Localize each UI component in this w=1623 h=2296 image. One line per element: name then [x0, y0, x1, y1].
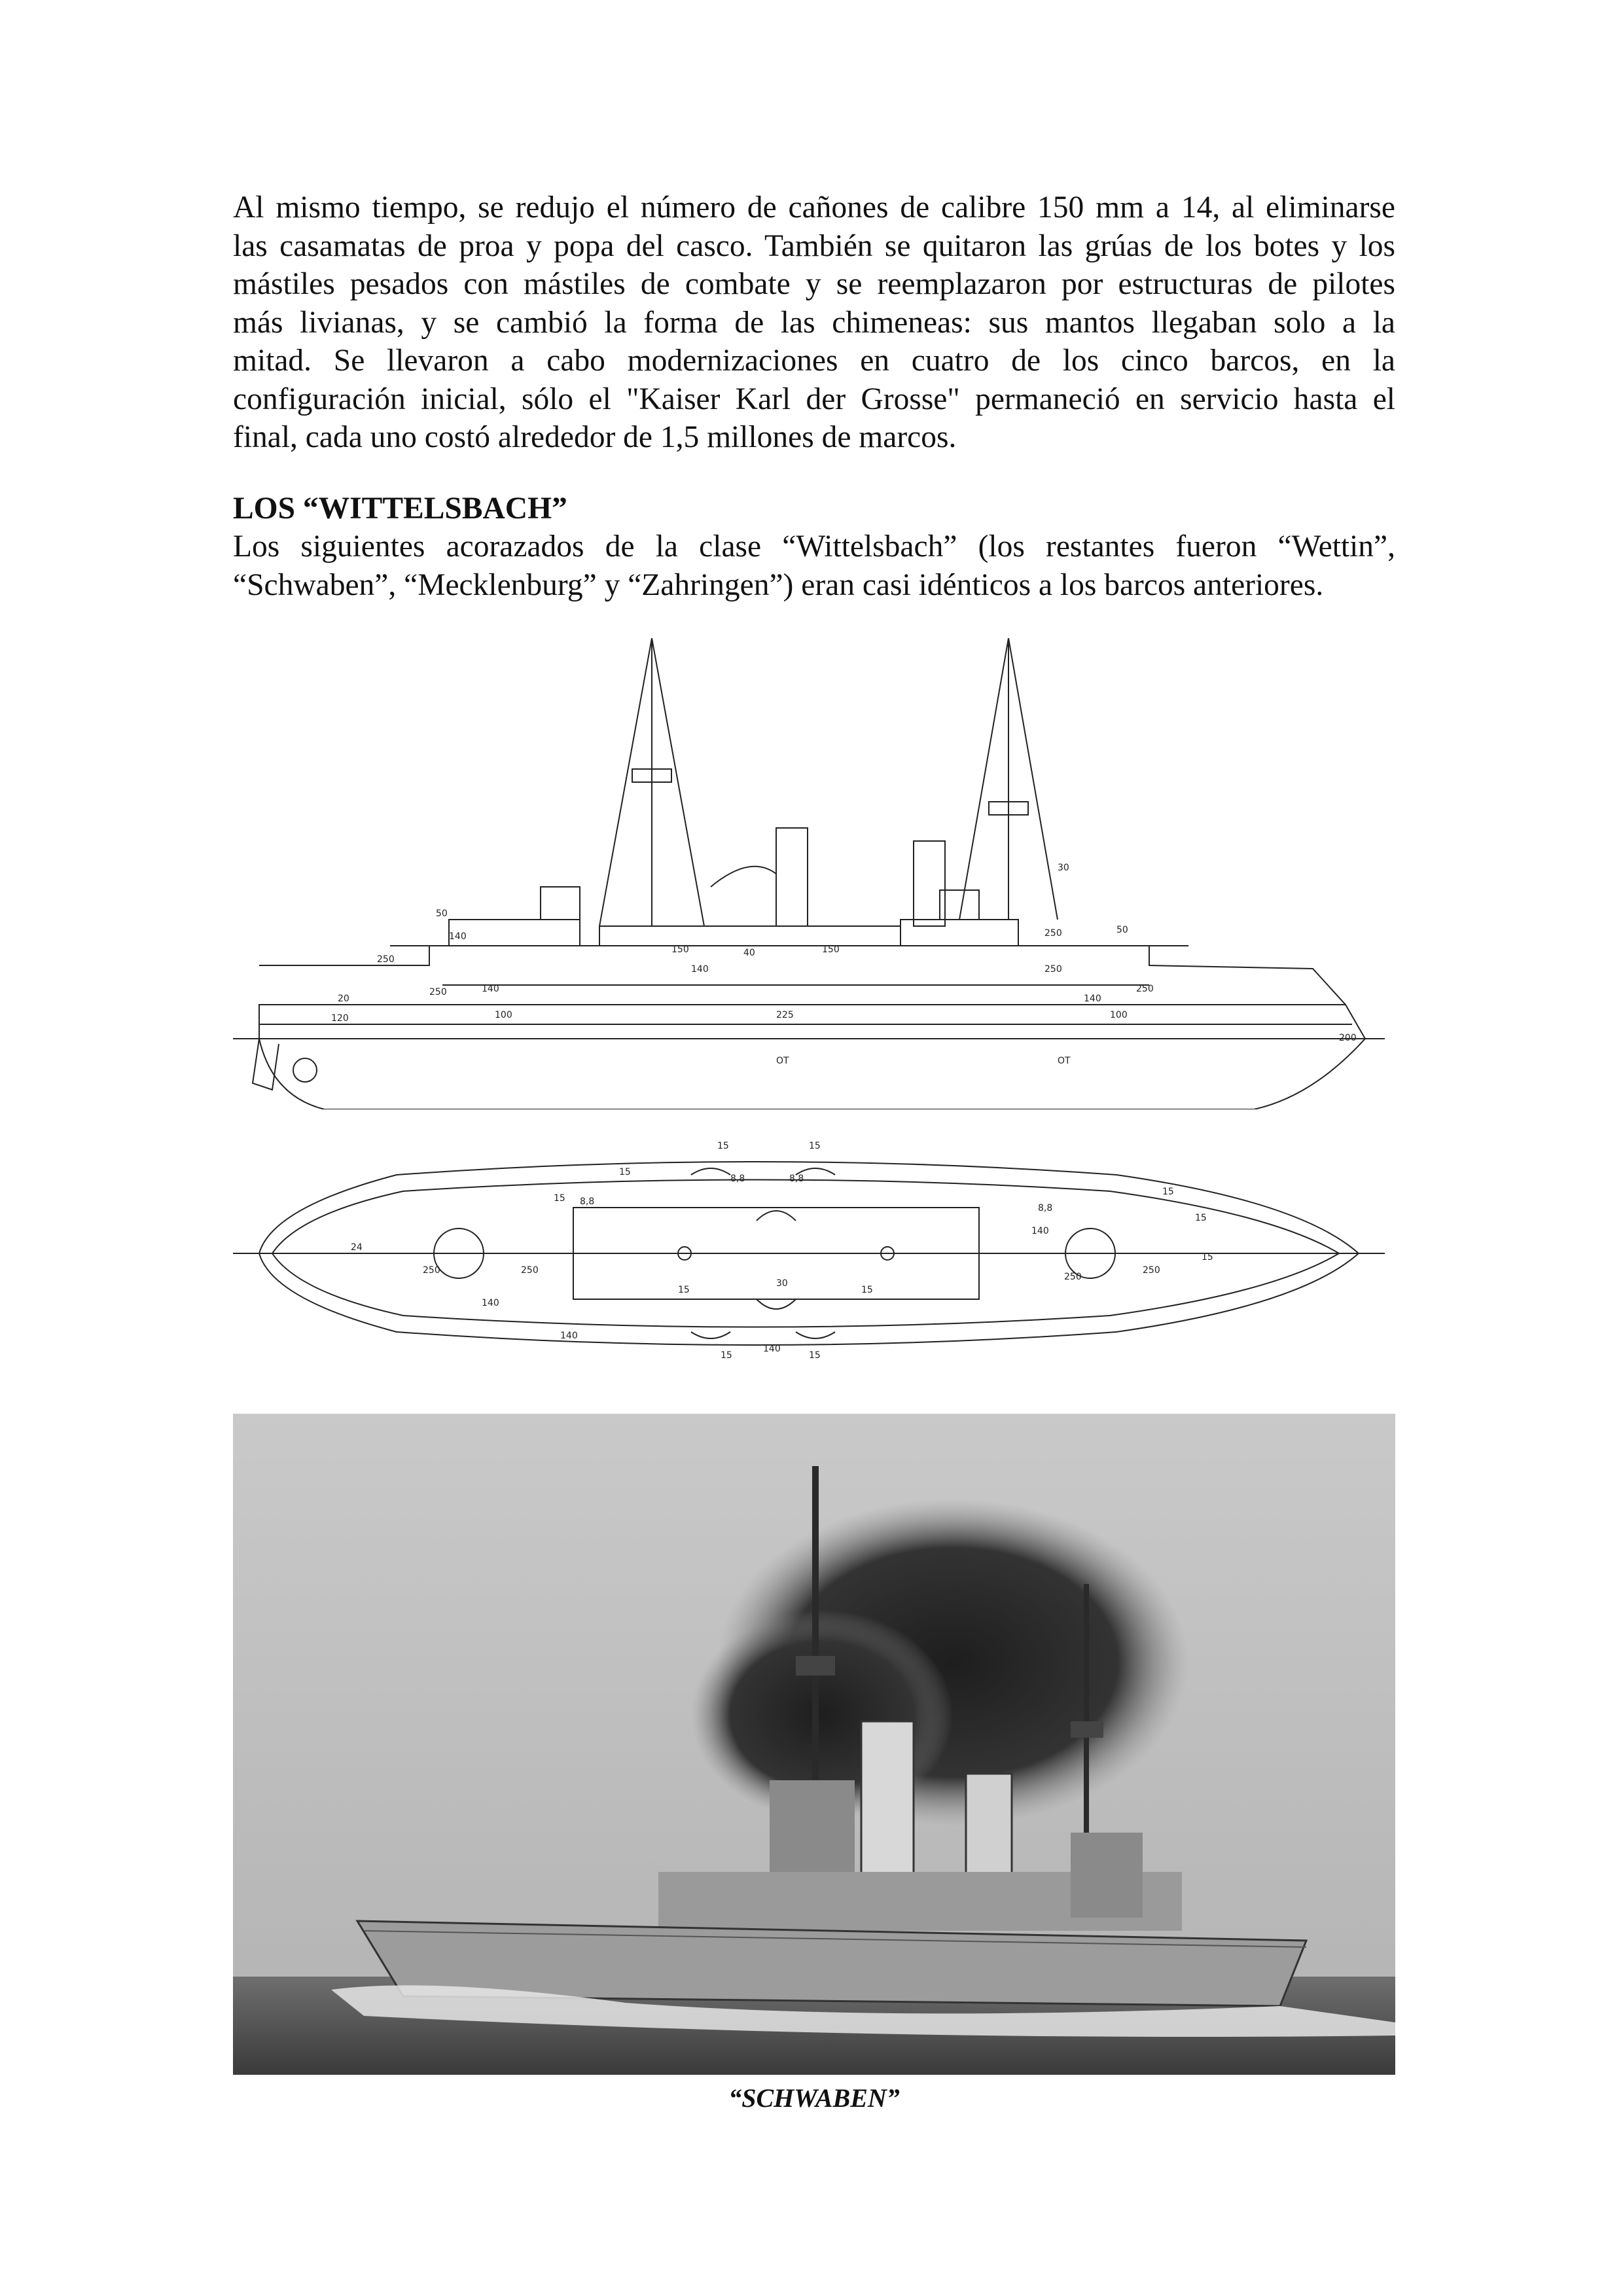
- dim-label: 15: [678, 1285, 690, 1295]
- dim-label: 40: [743, 948, 755, 958]
- text-line: Los siguientes acorazados de la clase “Wittelsbach” (los restantes fueron “Wettin”,: [233, 529, 1395, 564]
- dim-label: 15: [721, 1350, 732, 1361]
- dim-label: 250: [1143, 1265, 1160, 1276]
- dim-label: 250: [1044, 928, 1062, 939]
- dim-label: 30: [776, 1278, 788, 1289]
- dim-label: 24: [351, 1242, 363, 1253]
- dim-label: 15: [1202, 1252, 1213, 1263]
- text-line: final, cada uno costó alrededor de 1,5 millones de marcos.: [233, 420, 957, 454]
- dim-label: 140: [763, 1344, 781, 1354]
- dim-label: 150: [822, 944, 840, 955]
- dim-label: 15: [1162, 1187, 1174, 1197]
- paragraph-wittelsbach: [233, 528, 1395, 604]
- dim-label: 15: [717, 1141, 729, 1151]
- dim-label: 8,8: [1038, 1203, 1053, 1213]
- dim-label: 8,8: [730, 1174, 745, 1184]
- dim-label: 140: [1031, 1226, 1049, 1236]
- dim-label: 200: [1339, 1033, 1357, 1043]
- photo-caption: “SCHWABEN”: [728, 2083, 900, 2113]
- dim-label: 150: [671, 944, 689, 955]
- dim-label: 15: [1195, 1213, 1207, 1223]
- text-line: mástiles pesados con mástiles de combate y se reemplazaron por estructuras de pilotes: [233, 267, 1395, 301]
- text-line: configuración inicial, sólo el "Kaiser Karl der Grosse" permaneció en servicio hasta el: [233, 382, 1395, 416]
- dim-label: OT: [776, 1056, 789, 1066]
- dim-label: 120: [331, 1013, 349, 1024]
- ship-profile-drawing: [233, 638, 1385, 1109]
- dim-label: 250: [521, 1265, 539, 1276]
- dim-label: 250: [1136, 984, 1154, 994]
- dim-label: 15: [809, 1350, 821, 1361]
- dim-label: 250: [1044, 964, 1062, 975]
- dim-label: 8,8: [580, 1196, 595, 1207]
- dim-label: 250: [429, 987, 447, 997]
- dim-label: 50: [1116, 925, 1128, 935]
- dim-label: 250: [1064, 1272, 1082, 1282]
- text-line: mitad. Se llevaron a cabo modernizaciones en cuatro de los cinco barcos, en la: [233, 344, 1395, 378]
- dim-label: 15: [861, 1285, 873, 1295]
- text-line: “Schwaben”, “Mecklenburg” y “Zahringen”) eran casi idénticos a los barcos anteriores.: [233, 567, 1324, 602]
- dim-label: 15: [809, 1141, 821, 1151]
- dim-label: 140: [560, 1331, 578, 1341]
- dim-label: 15: [554, 1193, 565, 1204]
- dim-label: 140: [482, 984, 499, 994]
- dim-label: OT: [1058, 1056, 1071, 1066]
- dim-label: 20: [338, 994, 349, 1004]
- paragraph-modernization: [233, 188, 1395, 457]
- dim-label: 30: [1058, 863, 1069, 873]
- ship-plan-drawing: [233, 1136, 1385, 1397]
- dim-label: 50: [436, 908, 448, 919]
- text-line: más livianas, y se cambió la forma de las chimeneas: sus mantos llegaban solo a la: [233, 305, 1395, 340]
- dim-label: 15: [619, 1167, 631, 1177]
- dim-label: 140: [691, 964, 709, 975]
- dim-label: 100: [495, 1010, 512, 1020]
- dim-label: 250: [377, 954, 395, 965]
- dim-label: 250: [423, 1265, 440, 1276]
- dim-label: 100: [1110, 1010, 1128, 1020]
- dim-label: 8,8: [789, 1174, 804, 1184]
- dim-label: 140: [1084, 994, 1101, 1004]
- dim-label: 140: [449, 931, 467, 942]
- dim-label: 140: [482, 1298, 499, 1308]
- text-line: Al mismo tiempo, se redujo el número de cañones de calibre 150 mm a 14, al eliminarse: [233, 190, 1395, 224]
- section-heading: LOS “WITTELSBACH”: [233, 492, 567, 526]
- dim-label: 225: [776, 1010, 794, 1020]
- ship-photograph: [233, 1414, 1395, 2075]
- text-line: las casamatas de proa y popa del casco. También se quitaron las grúas de los botes y los: [233, 228, 1395, 263]
